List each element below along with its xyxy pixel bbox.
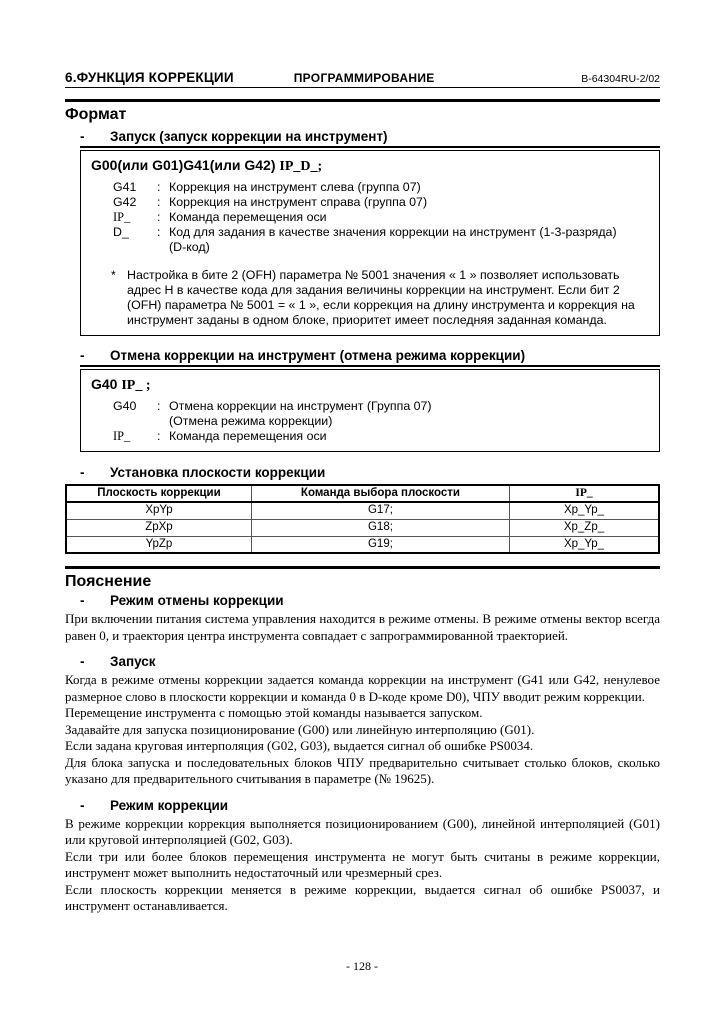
offset-mode-subheading-label: Режим коррекции [110, 797, 229, 813]
startup-expl-subheading [80, 654, 660, 670]
plane-subheading-label: Установка плоскости коррекции [110, 465, 326, 480]
plane-subheading [80, 465, 660, 481]
note-text: Настройка в бите 2 (OFH) параметра № 5001 значения « 1 » позволяет использовать адрес H в качестве кода для задания величины коррекции на инструмент. Если бит 2 (OFH) параметра № 5001 = « 1 », если коррекция на длину инструмента и коррекция на инструмент заданы в одном блоке, приоритет имеет последняя заданная команда. [127, 268, 635, 327]
cell-ip: Xp_Yp_ [509, 502, 659, 519]
header-manual-part: ПРОГРАММИРОВАНИЕ [293, 71, 435, 85]
paragraph: Если задана круговая интерполяция (G02, G03), выдается сигнал об ошибке PS0034. [65, 738, 534, 753]
definition-row [91, 195, 649, 210]
definition-term: G40 [113, 399, 137, 413]
startup-paragraphs [65, 672, 660, 788]
section-divider-top [65, 99, 660, 102]
table-header-command: Команда выбора плоскости [251, 485, 509, 502]
cancel-code-ip: IP_ ; [121, 378, 151, 393]
definition-colon: : [157, 210, 161, 224]
cancel-mode-paragraphs [65, 611, 660, 644]
definition-desc: Отмена коррекции на инструмент (Группа 07) (Отмена режима коррекции) [169, 399, 649, 429]
cell-plane: ZpXp [66, 519, 251, 536]
header-chapter: 6.ФУНКЦИЯ КОРРЕКЦИИ [65, 70, 234, 85]
definition-desc: Команда перемещения оси [169, 429, 327, 443]
definition-colon: : [157, 225, 161, 239]
startup-code-line [91, 157, 649, 175]
paragraph: В режиме коррекции коррекция выполняется позиционированием (G00), линейной интерполяцией (G01) или круговой интерполяцией (G02, G03). [65, 815, 660, 847]
dash-bullet: - [80, 797, 85, 813]
header-doc-code: B-64304RU-2/02 [581, 73, 660, 85]
cancel-subheading [80, 348, 660, 367]
startup-expl-subheading-label: Запуск [110, 654, 156, 669]
definition-term: IP_ [113, 429, 131, 443]
definition-desc-line2: (D-код) [169, 240, 210, 254]
note-asterisk: * [111, 268, 116, 282]
dash-bullet: - [80, 348, 85, 363]
explanation-offset-mode [65, 798, 660, 915]
cancel-code-gcode: G40 [91, 376, 122, 392]
table-header-row [66, 485, 659, 502]
table-row [66, 519, 659, 536]
definition-row [91, 399, 649, 429]
definition-desc: Коррекция на инструмент слева (группа 07) [169, 180, 421, 194]
cancel-mode-subheading-label: Режим отмены коррекции [110, 593, 284, 608]
definition-row [91, 429, 649, 444]
cell-command: G18; [251, 519, 509, 536]
cancel-code-box [80, 369, 660, 452]
table-row [66, 502, 659, 519]
paragraph: При включении питания система управления находится в режиме отмены. В режиме отмены вектор всегда равен 0, и траектория центра инструмента совпадает с запрограммированной траекторией. [65, 611, 660, 643]
dash-bullet: - [80, 465, 85, 480]
paragraph: Если плоскость коррекции меняется в режиме коррекции, выдается сигнал об ошибке PS0037, и инструмент останавливается. [65, 881, 660, 913]
explanation-cancel-mode [65, 593, 660, 644]
section-divider-explanation [65, 566, 660, 569]
table-body [66, 502, 659, 553]
definition-desc-line2: (Отмена режима коррекции) [169, 414, 333, 428]
dash-bullet: - [80, 129, 85, 144]
startup-definitions [91, 180, 649, 255]
definition-row [91, 180, 649, 195]
dash-bullet: - [80, 654, 85, 669]
cancel-mode-subheading [80, 593, 660, 609]
dash-bullet: - [80, 593, 85, 608]
cell-command: G17; [251, 502, 509, 519]
startup-subheading-label: Запуск (запуск коррекции на инструмент) [110, 129, 388, 144]
cell-command: G19; [251, 536, 509, 553]
explanation-section-title: Пояснение [65, 573, 152, 590]
paragraph: Задавайте для запуска позиционирование (G00) или линейную интерполяцию (G01). [65, 721, 535, 737]
definition-desc: Коррекция на инструмент справа (группа 07) [169, 195, 428, 209]
definition-term: IP_ [113, 210, 131, 224]
paragraph: Перемещение инструмента с помощью этой команды называется запуском. [65, 705, 483, 720]
definition-colon: : [157, 429, 161, 443]
definition-term: G42 [113, 195, 137, 209]
page-number: - 128 - [346, 959, 378, 973]
definition-colon: : [157, 399, 161, 413]
startup-subheading [80, 129, 660, 148]
startup-code-ip: IP_D_; [279, 159, 323, 174]
format-section-title: Формат [65, 106, 127, 123]
definition-term: D_ [113, 225, 129, 239]
definition-desc: Код для задания в качестве значения коррекции на инструмент (1-3-разряда) (D-код) [169, 225, 649, 255]
offset-mode-subheading [80, 798, 660, 814]
table-header-plane: Плоскость коррекции [66, 485, 251, 502]
paragraph: Когда в режиме отмены коррекции задается команда коррекции на инструмент (G41 или G42, ненулевое размерное слово в плоскости коррекции и команда 0 в D-коде кроме D0), ЧПУ вводит режим коррекции. [65, 672, 660, 704]
running-header [65, 70, 660, 88]
cell-plane: YpZp [66, 536, 251, 553]
definition-term: G41 [113, 180, 137, 194]
definition-row [91, 225, 649, 255]
paragraph: Если три или более блоков перемещения инструмента не могут быть считаны в режиме коррекции, инструмент может выполнить недостаточный или чрезмерный срез. [65, 848, 660, 880]
offset-mode-paragraphs [65, 816, 660, 915]
cancel-definitions [91, 399, 649, 444]
table-row [66, 536, 659, 553]
definition-desc: Команда перемещения оси [169, 210, 327, 224]
definition-row [91, 210, 649, 225]
table-header-ip: IP_ [509, 485, 659, 502]
paragraph: Для блока запуска и последовательных блоков ЧПУ предварительно считывает столько блоков, сколько указано для предварительного считывания в параметре (№ 19625). [65, 754, 660, 786]
startup-note [91, 268, 649, 328]
definition-colon: : [157, 180, 161, 194]
cancel-subheading-label: Отмена коррекции на инструмент (отмена режима коррекции) [110, 348, 526, 363]
startup-code-box [80, 150, 660, 336]
plane-selection-table [65, 484, 660, 554]
definition-colon: : [157, 195, 161, 209]
explanation-startup [65, 654, 660, 788]
cell-ip: Xp_Yp_ [509, 536, 659, 553]
cell-plane: XpYp [66, 502, 251, 519]
cancel-code-line [91, 376, 649, 394]
cell-ip: Xp_Zp_ [509, 519, 659, 536]
startup-code-gcodes: G00(или G01)G41(или G42) [91, 157, 280, 173]
